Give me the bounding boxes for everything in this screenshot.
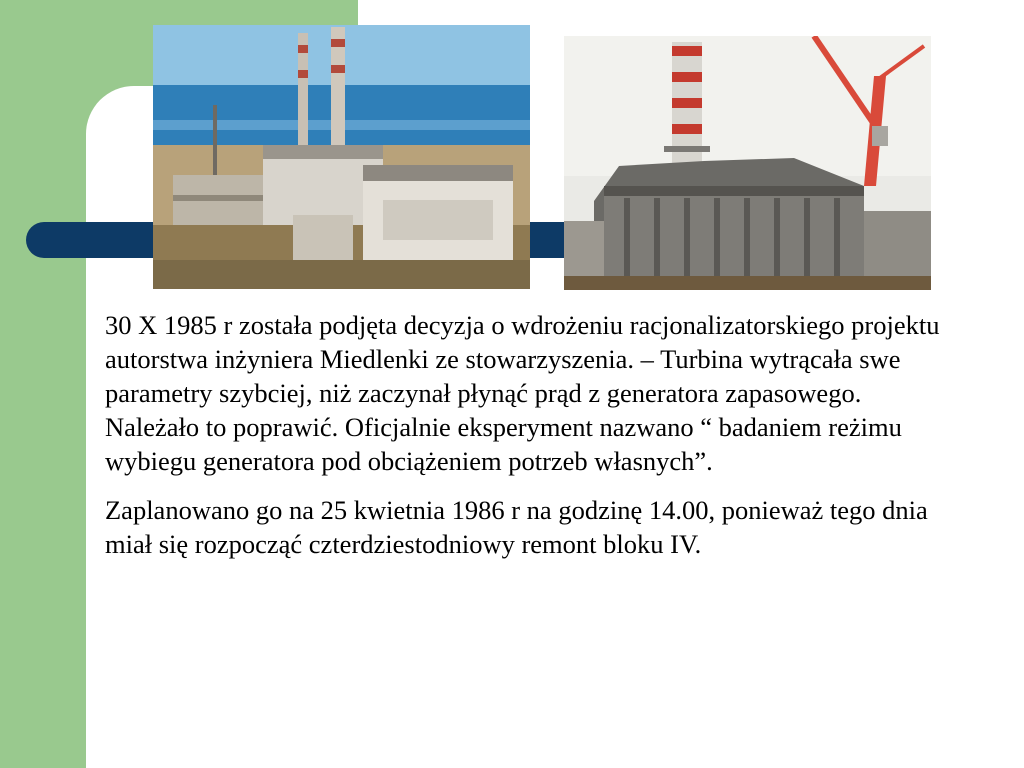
- sarcophagus-crane-photo: [564, 36, 931, 290]
- sarcophagus-image: [564, 36, 931, 290]
- slide-body-text: [105, 308, 940, 576]
- paragraph-experiment-decision: 30 X 1985 r została podjęta decyzja o wdrożeniu racjonalizatorskiego projektu autorstwa inżyniera Miedlenki ze stowarzyszenia. – Turbina wytrącała swe parametry szybciej, niż zaczynał płynąć prąd z generatora zapasowego. Należało to poprawić. Oficjalnie eksperyment nazwano “ badaniem reżimu wybiegu generatora pod obciążeniem potrzeb własnych”.: [105, 310, 940, 476]
- paragraph-schedule: Zaplanowano go na 25 kwietnia 1986 r na godzinę 14.00, ponieważ tego dnia miał się rozpocząć czterdziestodniowy remont bloku IV.: [105, 495, 928, 559]
- power-plant-image: [153, 25, 530, 289]
- chernobyl-plant-photo: [153, 25, 530, 289]
